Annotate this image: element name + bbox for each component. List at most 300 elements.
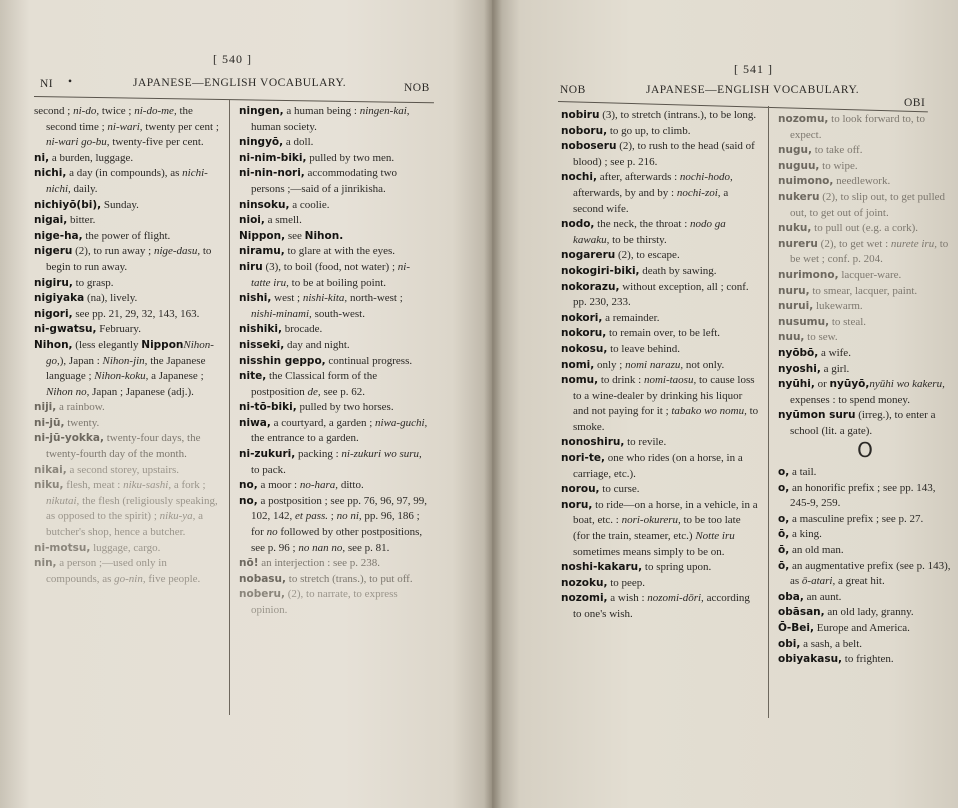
example-term: de, xyxy=(307,385,321,398)
definition-text: to spring upon. xyxy=(642,561,712,574)
definition-text: a fork ; xyxy=(171,479,206,492)
definition-text: to drink : xyxy=(598,374,644,387)
definition-text: second ; xyxy=(34,105,74,117)
definition-text: a human being : xyxy=(283,105,360,117)
definition-text: see p. 81. xyxy=(345,541,390,554)
left-column-rule xyxy=(229,100,230,715)
dictionary-entry xyxy=(239,447,429,478)
definition-text: to pull out (e.g. a cork). xyxy=(811,222,919,235)
headword: nomi, xyxy=(561,358,595,371)
headword: nokorazu, xyxy=(561,280,620,293)
definition-text: the flesh (religiously speaking, as opposed to the spirit) ; xyxy=(46,494,218,523)
definition-text: a wish : xyxy=(607,592,648,605)
dictionary-entry xyxy=(34,229,220,245)
headword: Ō-Bei, xyxy=(778,622,814,634)
definition-text: see xyxy=(285,229,305,242)
dictionary-entry xyxy=(778,112,952,143)
dictionary-entry xyxy=(561,264,759,280)
definition-text: (irreg.), to enter a school (lit. a gate). xyxy=(790,409,936,437)
headword: obāsan, xyxy=(778,606,825,619)
dictionary-entry xyxy=(778,527,952,543)
definition-text: south-west. xyxy=(311,307,365,320)
headword: nō! xyxy=(239,557,259,570)
definition-text: twenty per cent ; xyxy=(142,120,219,133)
headword: nin, xyxy=(34,557,57,570)
headword: nige-ha, xyxy=(34,229,83,242)
headword: ni-jū, xyxy=(34,416,65,429)
definition-text: see p. 62. xyxy=(320,385,365,398)
left-header-rule xyxy=(34,96,434,103)
definition-text: (2), to slip out, to get pulled out, to get out of joint. xyxy=(790,190,946,219)
definition-text: to remain over, to be left. xyxy=(606,327,721,340)
definition-text: according to one's wish. xyxy=(573,592,750,620)
headword: nozomi, xyxy=(561,592,608,605)
example-term: nishi-minami, xyxy=(251,307,312,320)
definition-text: to go up, to climb. xyxy=(607,124,691,137)
headword: nureru xyxy=(778,237,818,250)
definition-text: a great hit. xyxy=(835,575,885,588)
dictionary-entry xyxy=(778,621,952,637)
definition-text: February. xyxy=(96,323,141,336)
dictionary-entry xyxy=(778,408,952,439)
example-term: nochi-hodo, xyxy=(679,171,733,184)
definition-text: to frighten. xyxy=(842,653,894,666)
definition-text: not only. xyxy=(683,358,725,371)
dictionary-entry xyxy=(34,541,220,557)
example-term: nikutai, xyxy=(46,494,80,507)
definition-text: (2), to get wet : xyxy=(817,237,891,250)
dictionary-entry xyxy=(778,268,952,284)
headword: nogareru xyxy=(561,249,616,262)
headword: nomu, xyxy=(561,374,599,387)
headword: nisshin geppo, xyxy=(239,354,326,367)
dictionary-entry xyxy=(778,362,952,378)
headword: o, xyxy=(778,512,790,525)
dictionary-entry xyxy=(778,330,952,346)
headword: nigori, xyxy=(34,307,73,320)
headword: o, xyxy=(778,466,790,479)
example-term: nige-dasu, xyxy=(153,245,201,258)
example-term: ni-do-me, xyxy=(134,105,177,117)
dictionary-entry xyxy=(34,166,220,197)
definition-text: a girl. xyxy=(820,362,850,375)
definition-text: needlework. xyxy=(833,175,891,188)
dictionary-entry xyxy=(561,451,759,482)
example-term: no nan no, xyxy=(298,541,346,554)
definition-text: packing : xyxy=(295,448,342,461)
dictionary-entry xyxy=(34,198,220,214)
headword: Nippon, xyxy=(239,229,286,242)
definition-text: an old lady, granny. xyxy=(824,606,914,619)
left-page-number: [ 540 ] xyxy=(213,52,252,66)
headword: ninsoku, xyxy=(239,198,290,211)
headword: nobiru xyxy=(561,109,600,121)
dictionary-entry xyxy=(239,229,429,245)
definition-text: one who rides (on a horse, in a carriage, etc.). xyxy=(573,452,743,480)
headword: nioi, xyxy=(239,214,265,227)
definition-text: twenty-four days, the twenty-fourth day of the month. xyxy=(46,432,201,461)
headword-variant: nyūyō, xyxy=(829,378,870,391)
dictionary-entry xyxy=(34,556,220,587)
definition-text: bitter. xyxy=(67,214,96,227)
example-term: Nihon no, xyxy=(46,385,90,398)
dictionary-entry xyxy=(778,637,952,653)
right-header-guideword-end: OBI xyxy=(904,97,926,109)
definition-text: (2), to escape. xyxy=(615,249,680,262)
headword: ō, xyxy=(778,528,790,541)
definition-text: a postposition ; see pp. 76, 96, 97, 99, 102, 142, xyxy=(251,494,427,523)
definition-text: a sash, a belt. xyxy=(800,637,863,650)
dictionary-entry xyxy=(239,572,429,588)
dictionary-entry xyxy=(239,322,429,338)
definition-text: (less elegantly xyxy=(72,338,142,351)
definition-text: to smoke. xyxy=(573,405,759,433)
headword: noberu, xyxy=(239,588,285,601)
headword: ni-nin-nori, xyxy=(239,167,305,180)
definition-text: to sew. xyxy=(804,331,838,344)
dictionary-entry xyxy=(239,416,429,447)
definition-text: human society. xyxy=(251,120,317,133)
definition-text: a coolie. xyxy=(289,198,330,211)
dictionary-entry xyxy=(239,354,429,370)
example-term: Nihon-koku, xyxy=(94,370,149,383)
example-term: ni-tatte iru, xyxy=(251,260,410,289)
dictionary-entry xyxy=(778,174,952,190)
headword: nuguu, xyxy=(778,159,820,172)
headword: ningyō, xyxy=(239,136,284,149)
definition-text: a remainder. xyxy=(602,311,660,324)
dictionary-entry xyxy=(561,311,759,327)
example-term: ō-atari, xyxy=(801,575,836,588)
definition-text: or xyxy=(814,378,830,391)
dictionary-entry xyxy=(34,291,220,307)
right-page xyxy=(492,0,958,808)
dictionary-entry xyxy=(239,104,429,135)
dictionary-entry xyxy=(561,139,759,170)
dictionary-entry xyxy=(239,587,429,618)
headword: nigiru, xyxy=(34,276,73,289)
definition-text: to spend money. xyxy=(838,393,910,406)
example-term: et pass. xyxy=(295,510,328,523)
example-term: nichi-nichi, xyxy=(46,167,208,195)
definition-text: a person ;—used only in compounds, as xyxy=(46,557,167,585)
definition-text: a Japanese ; xyxy=(148,370,204,383)
definition-text: (3), to boil (food, not water) ; xyxy=(262,260,398,273)
book-gutter-shadow xyxy=(484,0,502,808)
dictionary-entry xyxy=(561,358,759,374)
dictionary-entry xyxy=(239,166,429,197)
definition-text: expenses : xyxy=(790,393,839,406)
example-term: niku-sashi, xyxy=(123,479,172,492)
definition-text: a doll. xyxy=(283,136,314,149)
headword: nori-te, xyxy=(561,452,605,465)
headword: nikai, xyxy=(34,463,67,476)
definition-text: the neck, the throat : xyxy=(594,218,691,231)
dictionary-entry xyxy=(778,652,952,668)
example-term: go-nin, xyxy=(114,572,146,585)
example-term: ni-wari, xyxy=(107,120,143,133)
example-term: nomi narazu, xyxy=(625,358,684,371)
definition-text: an honorific prefix ; see pp. 143, 245-9, 259. xyxy=(789,481,936,510)
definition-text: a burden, luggage. xyxy=(49,151,134,164)
definition-text: (3), to stretch (intrans.), to be long. xyxy=(599,109,757,121)
dictionary-entry xyxy=(561,170,759,217)
headword: ō, xyxy=(778,559,790,572)
definition-text: (2), to run away ; xyxy=(72,245,154,258)
dictionary-entry xyxy=(778,559,952,590)
example-term: niwa-guchi, xyxy=(375,416,428,429)
definition-text: to peep. xyxy=(607,576,646,589)
definition-text: death by sawing. xyxy=(639,264,717,277)
definition-text: ; xyxy=(328,510,337,523)
dictionary-entry xyxy=(239,338,429,354)
left-header-dot: • xyxy=(68,76,73,88)
definition-text: to revile. xyxy=(624,436,667,449)
example-term: tabako wo nomu, xyxy=(671,405,747,418)
dictionary-entry xyxy=(778,143,952,159)
example-term: nomi-taosu, xyxy=(643,374,697,387)
headword: noshi-kakaru, xyxy=(561,561,643,574)
dictionary-entry xyxy=(561,342,759,358)
headword: nodo, xyxy=(561,218,595,231)
headword: nugu, xyxy=(778,144,812,157)
headword: noru, xyxy=(561,498,593,511)
dictionary-entry xyxy=(561,435,759,451)
definition-text: the second time ; xyxy=(46,105,193,133)
dictionary-entry xyxy=(561,498,759,560)
definition-text: to be thirsty. xyxy=(609,233,667,246)
dictionary-entry xyxy=(561,373,759,435)
headword-variant: Nippon xyxy=(141,338,184,351)
definition-text: to be at boiling point. xyxy=(288,276,387,289)
definition-text: a king. xyxy=(789,528,822,541)
headword: norou, xyxy=(561,483,600,496)
definition-text: afterwards, by and by : xyxy=(573,186,677,199)
dictionary-entry xyxy=(561,576,759,592)
left-header-title: JAPANESE—ENGLISH VOCABULARY. xyxy=(133,77,347,89)
definition-text: an interjection : see p. 238. xyxy=(258,557,381,570)
definition-text: the power of flight. xyxy=(82,229,171,242)
headword: niku, xyxy=(34,479,64,492)
headword: nisseki, xyxy=(239,338,285,351)
dictionary-entry xyxy=(778,605,952,621)
definition-text: to pack. xyxy=(251,463,286,476)
definition-text: brocade. xyxy=(281,323,323,336)
definition-text: pulled by two horses. xyxy=(296,401,394,414)
definition-text: after, afterwards : xyxy=(596,171,680,184)
dictionary-entry xyxy=(34,104,220,151)
example-term: niku-ya, xyxy=(159,510,196,523)
definition-text: north-west ; xyxy=(347,292,403,305)
headword: niji, xyxy=(34,401,57,414)
example-term: nozomi-dōri, xyxy=(647,592,704,605)
headword: nigeru xyxy=(34,245,73,258)
headword: ni-zukuri, xyxy=(239,448,296,461)
definition-text: to ride—on a horse, in a vehicle, in a boat, etc. : xyxy=(573,498,758,527)
headword: ni-motsu, xyxy=(34,541,91,554)
headword: oba, xyxy=(778,590,804,603)
dictionary-entry xyxy=(561,124,759,140)
headword: nurimono, xyxy=(778,268,839,281)
definition-text: to be too late (for the train, steamer, etc.) xyxy=(573,514,741,543)
definition-text: day and night. xyxy=(284,338,350,351)
definition-text: sometimes means simply to be on. xyxy=(573,545,725,558)
dictionary-entry xyxy=(778,377,952,408)
dictionary-entry xyxy=(239,291,429,322)
dictionary-entry xyxy=(34,151,220,167)
definition-text: to be wet ; conf. p. 204. xyxy=(790,237,949,266)
example-term: no xyxy=(266,526,278,539)
definition-text: to grasp. xyxy=(72,276,114,289)
dictionary-entry xyxy=(34,338,220,400)
dictionary-entry xyxy=(34,244,220,275)
definition-text: (2), to rush to the head (said of blood) ; see p. 216. xyxy=(573,140,755,168)
definition-text: the Classical form of the postposition xyxy=(251,370,378,398)
headword: nokori, xyxy=(561,311,603,324)
definition-text: pp. 96, 186 ; for xyxy=(251,510,420,539)
headword: ni, xyxy=(34,151,50,164)
headword: nichi, xyxy=(34,167,67,180)
right-header-guideword: NOB xyxy=(560,84,586,96)
definition-text: continual progress. xyxy=(325,354,413,367)
definition-text: ), Japan : xyxy=(59,354,103,367)
dictionary-entry xyxy=(778,346,952,362)
definition-text: a masculine prefix ; see p. 27. xyxy=(789,512,924,525)
definition-text: daily. xyxy=(70,182,98,195)
dictionary-entry xyxy=(239,213,429,229)
dictionary-entry xyxy=(34,322,220,338)
headword: nozomu, xyxy=(778,113,829,125)
dictionary-entry xyxy=(34,400,220,416)
headword: no, xyxy=(239,494,258,507)
dictionary-entry xyxy=(239,556,429,572)
dictionary-entry xyxy=(34,463,220,479)
left-column-2 xyxy=(239,104,429,619)
definition-text: Sunday. xyxy=(101,198,139,211)
dictionary-entry xyxy=(561,560,759,576)
headword: nokoru, xyxy=(561,327,607,340)
dictionary-entry xyxy=(239,400,429,416)
example-term: no ni, xyxy=(336,510,362,523)
headword: nite, xyxy=(239,370,267,383)
definition-text: a second wife. xyxy=(573,186,729,215)
headword: ō, xyxy=(778,544,790,557)
dictionary-entry xyxy=(239,151,429,167)
headword: ni-nim-biki, xyxy=(239,151,307,164)
dictionary-entry xyxy=(239,135,429,151)
headword: nuku, xyxy=(778,222,812,235)
dictionary-entry xyxy=(34,213,220,229)
dictionary-entry xyxy=(778,543,952,559)
headword: nuu, xyxy=(778,331,805,344)
definition-text: to begin to run away. xyxy=(46,245,212,273)
dictionary-entry xyxy=(778,221,952,237)
dictionary-entry xyxy=(34,416,220,432)
dictionary-entry xyxy=(239,494,429,556)
right-header-title: JAPANESE—ENGLISH VOCABULARY. xyxy=(646,84,860,96)
headword: nigai, xyxy=(34,214,68,227)
dictionary-entry xyxy=(34,307,220,323)
section-heading: O xyxy=(857,438,873,463)
definition-text: a day (in compounds), as xyxy=(66,167,183,180)
dictionary-entry xyxy=(778,237,952,268)
headword: nozoku, xyxy=(561,576,608,589)
headword: ni-jū-yokka, xyxy=(34,432,104,445)
headword: nuru, xyxy=(778,284,810,297)
definition-text: to cause loss to a wine-dealer by drinking his liquor and not paying for it ; xyxy=(573,374,755,418)
definition-text: accommodating two persons ;—said of a jinrikisha. xyxy=(251,167,398,195)
definition-text: a courtyard, a garden ; xyxy=(270,416,376,429)
definition-text: lacquer-ware. xyxy=(838,268,902,281)
headword: obiyakasu, xyxy=(778,653,843,666)
definition-text: an augmentative prefix (see p. 143), as xyxy=(789,559,951,588)
definition-text: to steal. xyxy=(829,315,867,328)
headword: nyoshi, xyxy=(778,362,821,375)
dictionary-entry xyxy=(34,478,220,540)
headword-variant: Nihon. xyxy=(304,229,344,242)
definition-text: Japan ; xyxy=(89,385,126,398)
definition-text: twenty-five per cent. xyxy=(109,136,204,149)
right-page-number: [ 541 ] xyxy=(734,62,773,76)
definition-text: (na), lively. xyxy=(84,292,138,305)
definition-text: a wife. xyxy=(818,346,851,359)
example-term: nurete iru, xyxy=(890,237,937,250)
example-term: nishi-kita, xyxy=(302,292,348,305)
definition-text: Japanese (adj.). xyxy=(125,385,194,398)
headword: nigiyaka xyxy=(34,292,85,305)
headword: nichiyō(bi), xyxy=(34,198,102,211)
definition-text: five people. xyxy=(145,572,201,585)
definition-text: (2), to narrate, to express opinion. xyxy=(251,588,398,616)
headword: nokogiri-biki, xyxy=(561,264,640,277)
definition-text: pulled by two men. xyxy=(306,151,395,164)
dictionary-entry xyxy=(239,369,429,400)
example-term: nochi-zoi, xyxy=(676,186,721,199)
headword: nonoshiru, xyxy=(561,436,625,449)
example-term: ni-do, xyxy=(73,105,100,117)
definition-text: a moor : xyxy=(257,479,300,492)
headword: nurui, xyxy=(778,300,814,313)
headword: niramu, xyxy=(239,245,285,258)
dictionary-entry xyxy=(778,284,952,300)
headword: niru xyxy=(239,260,263,273)
definition-text: twenty. xyxy=(64,416,100,429)
example-term: nyūhi wo kakeru, xyxy=(869,378,945,391)
dictionary-entry xyxy=(561,280,759,311)
definition-text: luggage, cargo. xyxy=(90,541,161,554)
dictionary-entry xyxy=(778,512,952,528)
headword: nukeru xyxy=(778,190,820,203)
headword: ni-gwatsu, xyxy=(34,323,97,336)
dictionary-entry xyxy=(239,260,429,291)
definition-text: only ; xyxy=(594,358,626,371)
definition-text: to look forward to, to expect. xyxy=(790,113,925,141)
dictionary-entry xyxy=(778,315,952,331)
headword: noboru, xyxy=(561,124,608,137)
definition-text: an aunt. xyxy=(803,590,842,603)
dictionary-entry xyxy=(34,431,220,462)
headword: obi, xyxy=(778,637,801,650)
headword: no, xyxy=(239,479,258,492)
definition-text: lukewarm. xyxy=(813,300,863,313)
example-term: Nihon-jin, xyxy=(102,354,148,367)
definition-text: to curse. xyxy=(599,483,640,496)
headword: ningen, xyxy=(239,105,284,117)
dictionary-entry xyxy=(561,248,759,264)
definition-text: to leave behind. xyxy=(607,342,681,355)
definition-text: to smear, lacquer, paint. xyxy=(809,284,918,297)
dictionary-entry xyxy=(778,465,952,481)
